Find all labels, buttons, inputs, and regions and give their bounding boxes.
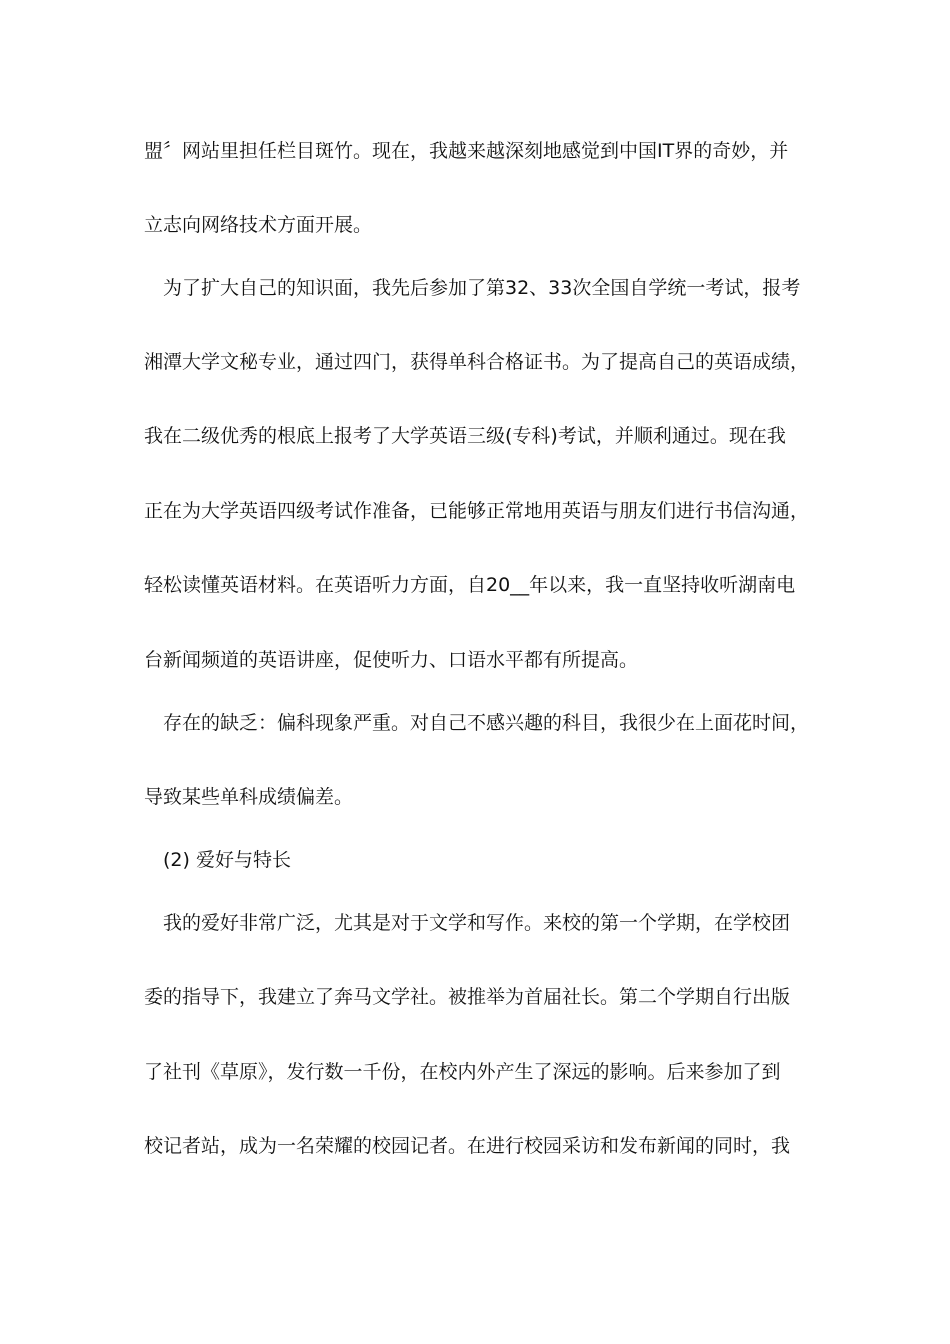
section-heading: (2) 爱好与特长: [163, 849, 291, 871]
text-line-6: 正在为大学英语四级考试作准备，已能够正常地用英语与朋友们进行书信沟通，: [144, 500, 810, 522]
text-line-14: 了社刊《草原》，发行数一千份，在校内外产生了深远的影响。后来参加了到: [144, 1061, 781, 1083]
text-line-8: 台新闻频道的英语讲座，促使听力、口语水平都有所提高。: [144, 649, 639, 671]
text-line-10: 导致某些单科成绩偏差。: [144, 786, 354, 808]
text-line-1: 盟〞网站里担任栏目斑竹。现在，我越来越深刻地感觉到中国IT界的奇妙，并: [144, 140, 789, 162]
text-line-2: 立志向网络技术方面开展。: [144, 214, 373, 236]
text-line-3: 为了扩大自己的知识面，我先后参加了第32、33次全国自学统一考试，报考: [163, 277, 801, 299]
text-line-12: 我的爱好非常广泛，尤其是对于文学和写作。来校的第一个学期，在学校团: [163, 912, 791, 934]
text-line-15: 校记者站，成为一名荣耀的校园记者。在进行校园采访和发布新闻的同时，我: [144, 1135, 791, 1157]
text-line-13: 委的指导下，我建立了奔马文学社。被推举为首届社长。第二个学期自行出版: [144, 986, 791, 1008]
text-line-7: 轻松读懂英语材料。在英语听力方面，自20__年以来，我一直坚持收听湖南电: [144, 574, 796, 596]
text-line-9: 存在的缺乏：偏科现象严重。对自己不感兴趣的科目，我很少在上面花时间，: [163, 712, 810, 734]
text-line-5: 我在二级优秀的根底上报考了大学英语三级(专科)考试，并顺利通过。现在我: [144, 425, 786, 447]
text-line-4: 湘潭大学文秘专业，通过四门，获得单科合格证书。为了提高自己的英语成绩，: [144, 351, 810, 373]
